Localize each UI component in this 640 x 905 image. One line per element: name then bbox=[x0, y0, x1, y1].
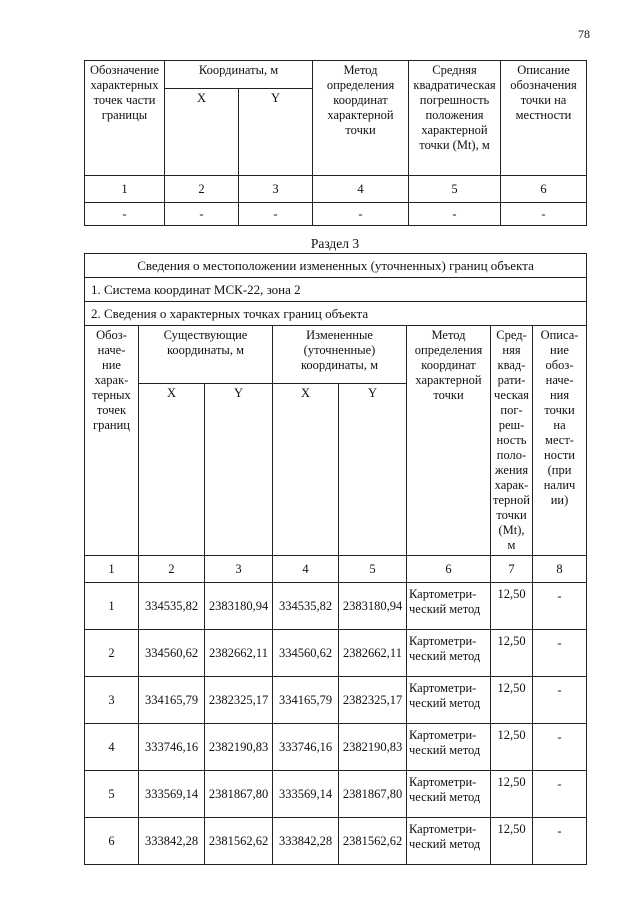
cell-description: - bbox=[533, 677, 587, 724]
header-y-changed: Y bbox=[339, 383, 407, 556]
cell-changed-x: 334560,62 bbox=[273, 630, 339, 677]
header-coordinates: Координаты, м bbox=[165, 61, 313, 89]
cell-changed-y: 2383180,94 bbox=[339, 583, 407, 630]
cell-method: Картометри- ческий метод bbox=[407, 630, 491, 677]
table-row bbox=[85, 630, 587, 677]
cell-method: Картометри- ческий метод bbox=[407, 818, 491, 865]
cell-point-number: 5 bbox=[85, 771, 139, 818]
cell-mean-error: 12,50 bbox=[491, 818, 533, 865]
cell-changed-y: 2381562,62 bbox=[339, 818, 407, 865]
cell-existing-x: 334165,79 bbox=[139, 677, 205, 724]
header-x-changed: X bbox=[273, 383, 339, 556]
column-number: 1 bbox=[85, 556, 139, 583]
table-cell: - bbox=[409, 203, 501, 226]
column-number: 2 bbox=[165, 176, 239, 203]
table-cell: - bbox=[165, 203, 239, 226]
table-row bbox=[85, 818, 587, 865]
header-mean-error: Сред- няя квад- рати- ческая пог- реш- ность поло- жения харак- терной точки (Mt), м bbox=[491, 326, 533, 556]
cell-existing-x: 334535,82 bbox=[139, 583, 205, 630]
cell-description: - bbox=[533, 724, 587, 771]
column-number: 6 bbox=[501, 176, 587, 203]
cell-existing-x: 333569,14 bbox=[139, 771, 205, 818]
table-cell: - bbox=[501, 203, 587, 226]
column-number: 8 bbox=[533, 556, 587, 583]
cell-mean-error: 12,50 bbox=[491, 583, 533, 630]
header-designation: Обоз- наче- ние харак- терных точек границ bbox=[85, 326, 139, 556]
header-mean-error: Средняя квадратическая погрешность положения характерной точки (Mt), м bbox=[409, 61, 501, 176]
cell-description: - bbox=[533, 630, 587, 677]
column-number: 4 bbox=[313, 176, 409, 203]
cell-point-number: 4 bbox=[85, 724, 139, 771]
cell-method: Картометри- ческий метод bbox=[407, 677, 491, 724]
cell-existing-x: 333746,16 bbox=[139, 724, 205, 771]
cell-mean-error: 12,50 bbox=[491, 771, 533, 818]
cell-mean-error: 12,50 bbox=[491, 677, 533, 724]
header-description: Описание обозначения точки на местности bbox=[501, 61, 587, 176]
changed-boundaries-table bbox=[84, 253, 587, 865]
cell-existing-y: 2382190,83 bbox=[205, 724, 273, 771]
cell-description: - bbox=[533, 583, 587, 630]
cell-existing-x: 333842,28 bbox=[139, 818, 205, 865]
column-number: 5 bbox=[339, 556, 407, 583]
cell-description: - bbox=[533, 771, 587, 818]
cell-changed-y: 2382190,83 bbox=[339, 724, 407, 771]
cell-method: Картометри- ческий метод bbox=[407, 771, 491, 818]
header-existing-coordinates: Существующие координаты, м bbox=[139, 326, 273, 384]
column-number: 3 bbox=[239, 176, 313, 203]
header-y: Y bbox=[239, 88, 313, 175]
table-row bbox=[85, 583, 587, 630]
cell-point-number: 3 bbox=[85, 677, 139, 724]
cell-mean-error: 12,50 bbox=[491, 630, 533, 677]
table-cell: - bbox=[239, 203, 313, 226]
coordinate-system: 1. Система координат МСК-22, зона 2 bbox=[85, 278, 587, 302]
column-number: 4 bbox=[273, 556, 339, 583]
section-title: Раздел 3 bbox=[310, 236, 360, 251]
column-number: 2 bbox=[139, 556, 205, 583]
header-changed-coordinates: Измененные (уточненные) координаты, м bbox=[273, 326, 407, 384]
cell-changed-x: 334165,79 bbox=[273, 677, 339, 724]
cell-changed-x: 334535,82 bbox=[273, 583, 339, 630]
cell-method: Картометри- ческий метод bbox=[407, 724, 491, 771]
cell-point-number: 1 bbox=[85, 583, 139, 630]
cell-description: - bbox=[533, 818, 587, 865]
cell-mean-error: 12,50 bbox=[491, 724, 533, 771]
cell-existing-y: 2383180,94 bbox=[205, 583, 273, 630]
boundary-part-points-table bbox=[84, 60, 587, 226]
cell-existing-y: 2382325,17 bbox=[205, 677, 273, 724]
header-method: Метод определения координат характерной точки bbox=[407, 326, 491, 556]
header-y-existing: Y bbox=[205, 383, 273, 556]
table-row bbox=[85, 771, 587, 818]
table-row bbox=[85, 724, 587, 771]
cell-existing-y: 2381562,62 bbox=[205, 818, 273, 865]
header-method: Метод определения координат характерной точки bbox=[313, 61, 409, 176]
column-numbers-row bbox=[85, 176, 587, 203]
cell-method: Картометри- ческий метод bbox=[407, 583, 491, 630]
column-number: 7 bbox=[491, 556, 533, 583]
table-row bbox=[85, 203, 587, 226]
cell-changed-y: 2382662,11 bbox=[339, 630, 407, 677]
cell-existing-y: 2381867,80 bbox=[205, 771, 273, 818]
column-number: 1 bbox=[85, 176, 165, 203]
table-title: Сведения о местоположении измененных (уточненных) границ объекта bbox=[85, 254, 587, 278]
cell-point-number: 6 bbox=[85, 818, 139, 865]
cell-existing-y: 2382662,11 bbox=[205, 630, 273, 677]
cell-existing-x: 334560,62 bbox=[139, 630, 205, 677]
table-cell: - bbox=[85, 203, 165, 226]
cell-changed-x: 333569,14 bbox=[273, 771, 339, 818]
header-designation: Обозначение характерных точек части границы bbox=[85, 61, 165, 176]
header-x-existing: X bbox=[139, 383, 205, 556]
cell-changed-x: 333746,16 bbox=[273, 724, 339, 771]
cell-changed-y: 2381867,80 bbox=[339, 771, 407, 818]
page-number: 78 bbox=[578, 27, 590, 41]
header-x: X bbox=[165, 88, 239, 175]
cell-point-number: 2 bbox=[85, 630, 139, 677]
table-cell: - bbox=[313, 203, 409, 226]
column-number: 3 bbox=[205, 556, 273, 583]
table-row bbox=[85, 677, 587, 724]
column-numbers-row bbox=[85, 556, 587, 583]
points-heading: 2. Сведения о характерных точках границ объекта bbox=[85, 302, 587, 326]
cell-changed-y: 2382325,17 bbox=[339, 677, 407, 724]
header-description: Описа- ние обоз- наче- ния точки на мест- ности (при налич ии) bbox=[533, 326, 587, 556]
column-number: 6 bbox=[407, 556, 491, 583]
column-number: 5 bbox=[409, 176, 501, 203]
cell-changed-x: 333842,28 bbox=[273, 818, 339, 865]
